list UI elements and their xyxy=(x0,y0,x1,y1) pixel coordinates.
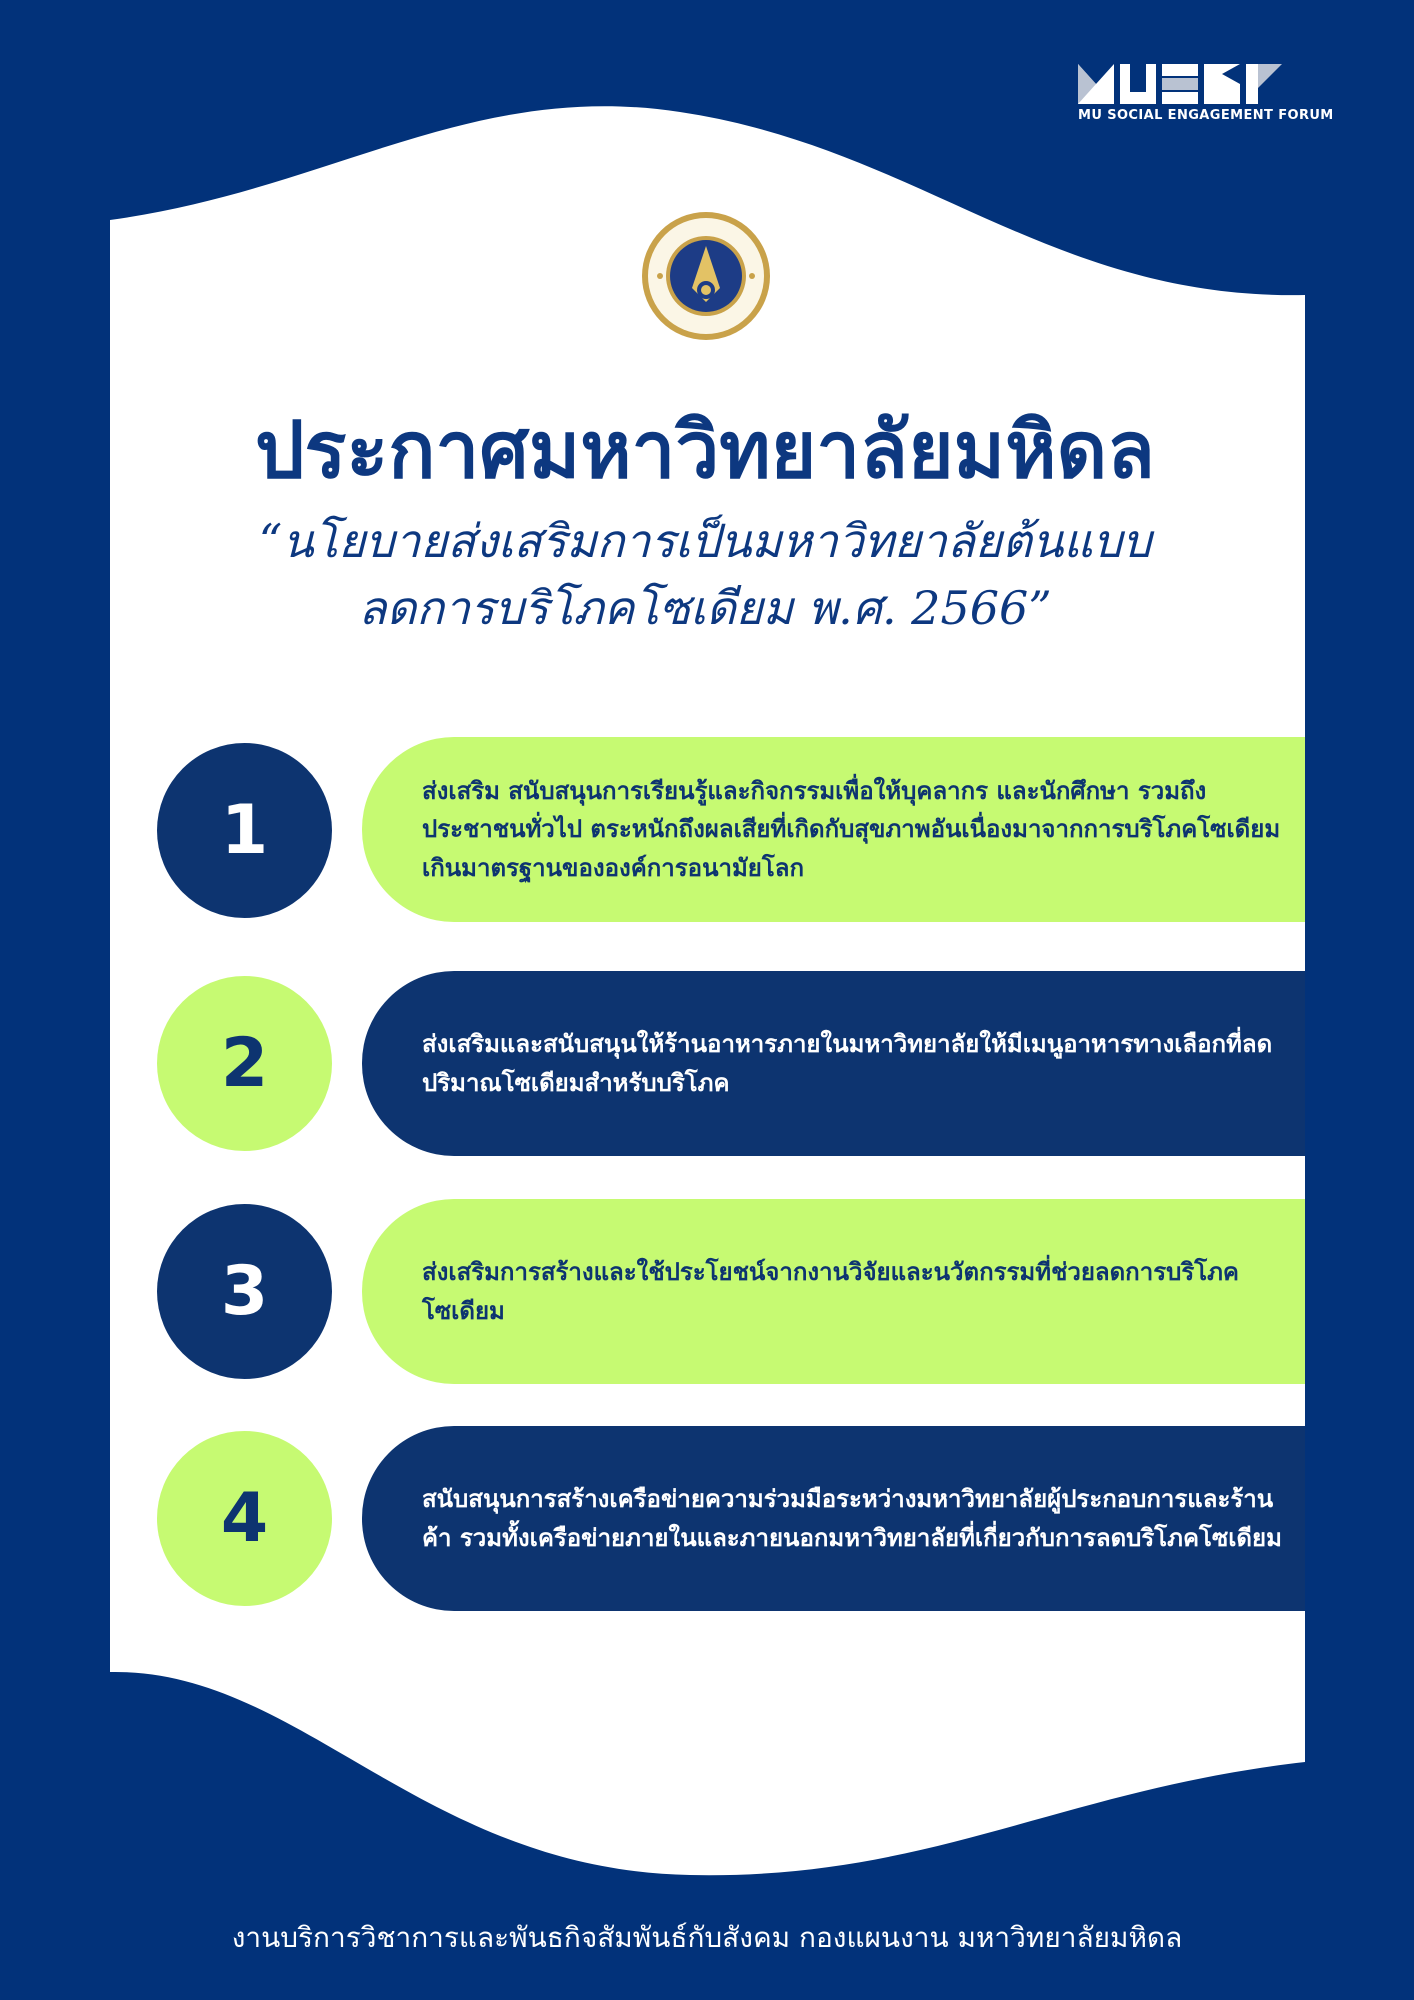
footer-text: งานบริการวิชาการและพันธกิจสัมพันธ์กับสังคม กองแผนงาน มหาวิทยาลัยมหิดล xyxy=(231,1921,1183,1954)
policy-item-3 xyxy=(362,1199,1305,1384)
policy-text-4: สนับสนุนการสร้างเครือข่ายความร่วมมือระหว่างมหาวิทยาลัยผู้ประกอบการและร้านค้า รวมทั้งเครือข่ายภายในและภายนอกมหาวิทยาลัยที่เกี่ยวกับการลดบริโภคโซเดียม xyxy=(422,1485,1282,1552)
policy-number-2: 2 xyxy=(157,976,332,1151)
logo-subtitle: MU SOCIAL ENGAGEMENT FORUM xyxy=(1078,108,1334,123)
mahidol-university-seal-icon xyxy=(640,210,772,342)
policy-item-2 xyxy=(362,971,1305,1156)
page-subtitle xyxy=(150,508,1260,641)
policy-item-1 xyxy=(362,737,1305,922)
musef-logo xyxy=(1078,64,1334,123)
policy-text-1: ส่งเสริม สนับสนุนการเรียนรู้และกิจกรรมเพื่อให้บุคลากร และนักศึกษา รวมถึงประชาชนทั่วไป ตระหนักถึงผลเสียที่เกิดกับสุขภาพอันเนื่องมาจากการบริโภคโซเดียมเกินมาตรฐานขององค์การอนามัยโลก xyxy=(422,776,1281,882)
policy-number-1: 1 xyxy=(157,743,332,918)
policy-number-3: 3 xyxy=(157,1204,332,1379)
policy-text-2: ส่งเสริมและสนับสนุนให้ร้านอาหารภายในมหาวิทยาลัยให้มีเมนูอาหารทางเลือกที่ลดปริมาณโซเดียมสำหรับบริโภค xyxy=(422,1030,1273,1097)
page-title: ประกาศมหาวิทยาลัยมหิดล xyxy=(255,406,1155,496)
subtitle-line-2: ลดการบริโภคโซเดียม พ.ศ. 2566” xyxy=(358,580,1052,635)
policy-text-3: ส่งเสริมการสร้างและใช้ประโยชน์จากงานวิจัยและนวัตกรรมที่ช่วยลดการบริโภคโซเดียม xyxy=(422,1258,1239,1325)
subtitle-line-1: “นโยบายส่งเสริมการเป็นมหาวิทยาลัยต้นแบบ xyxy=(258,514,1152,568)
policy-item-4 xyxy=(362,1426,1305,1611)
musef-logo-icon xyxy=(1078,64,1308,104)
policy-number-4: 4 xyxy=(157,1431,332,1606)
